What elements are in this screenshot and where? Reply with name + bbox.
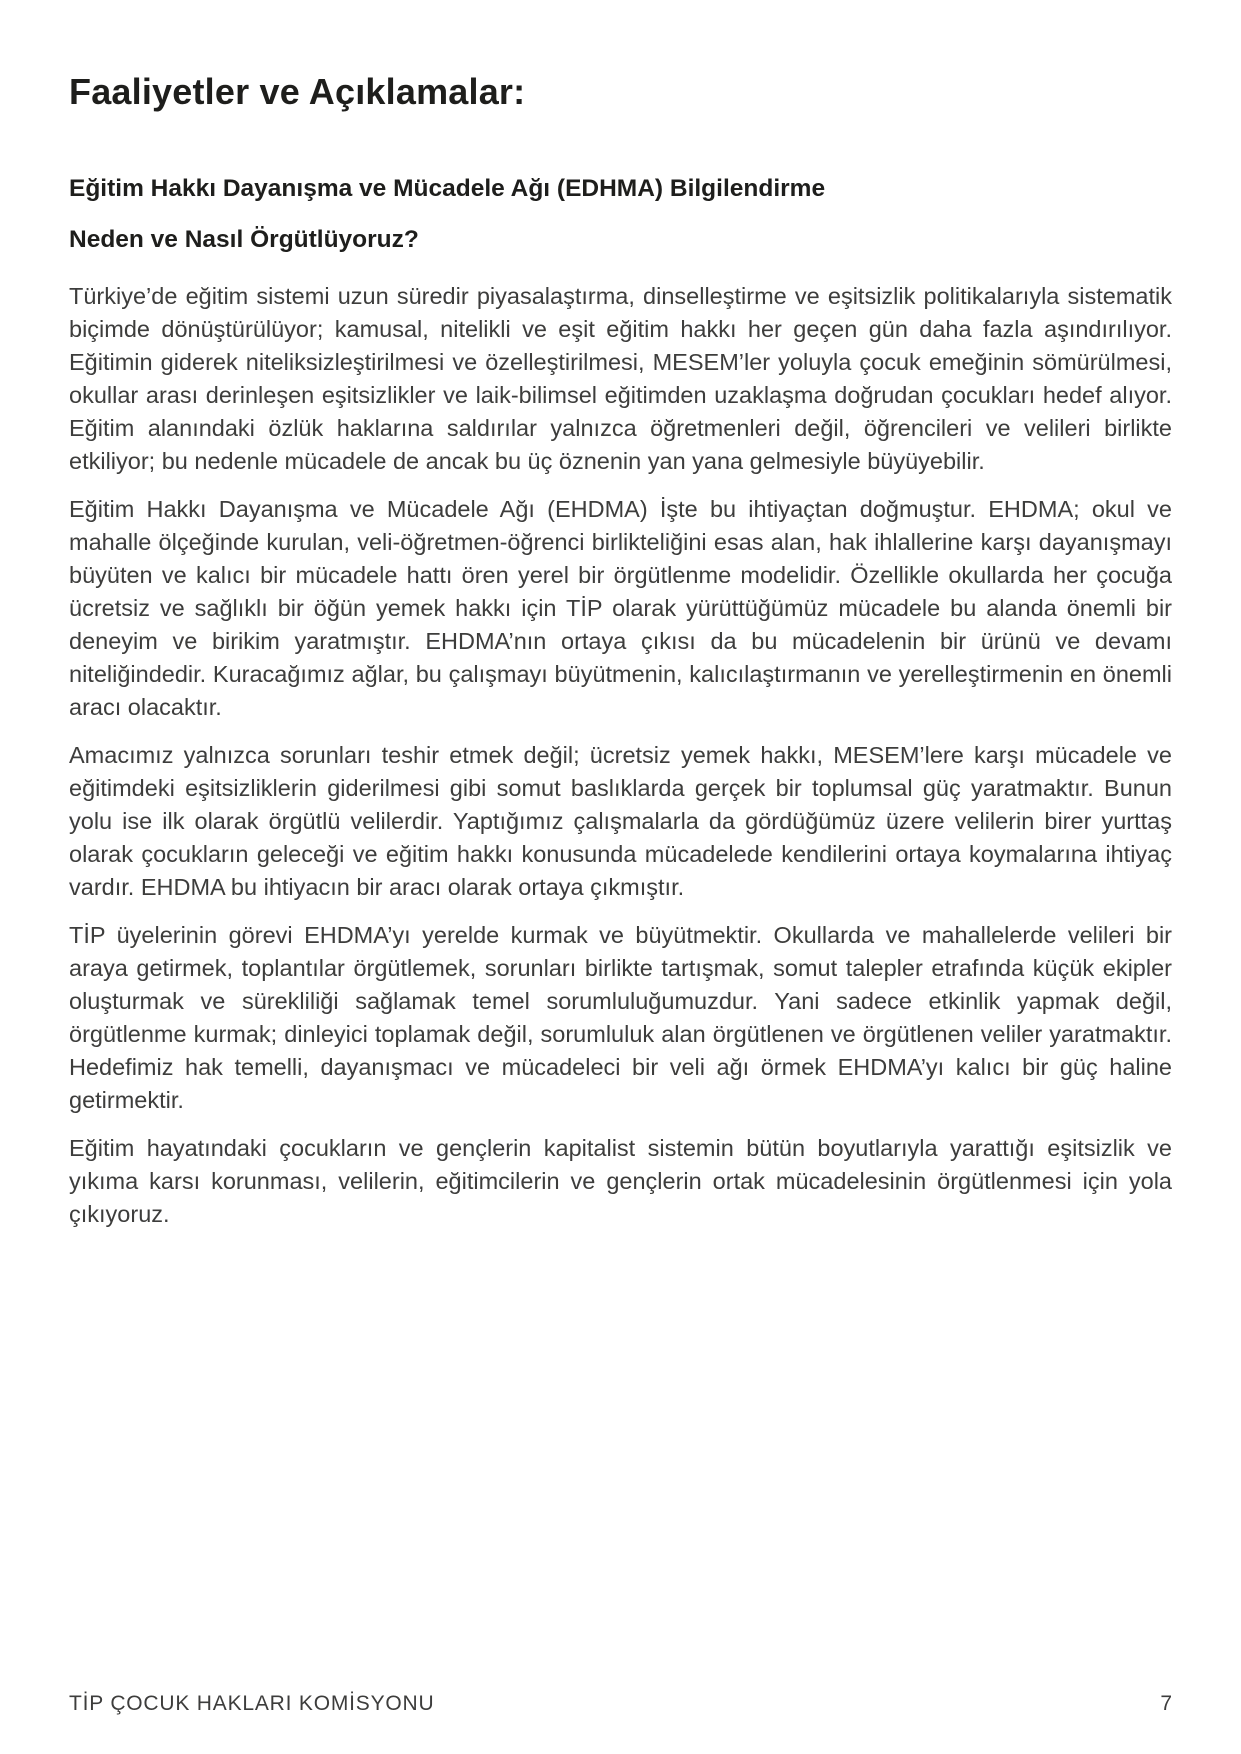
paragraph-3: Amacımız yalnızca sorunları teshir etmek değil; ücretsiz yemek hakkı, MESEM’lere karşı mücadele ve eğitimdeki eşitsizliklerin giderilmesi gibi somut baslıklarda gerçek bir toplumsal güç yaratmaktır. Bunun yolu ise ilk olarak örgütlü velilerdir. Yaptığımız çalışmalarla da gördüğümüz üzere velilerin birer yurttaş olarak çocukların geleceği ve eğitim hakkı konusunda mücadelede kendilerini ortaya koymalarına ihtiyaç vardır. EHDMA bu ihtiyacın bir aracı olarak ortaya çıkmıştır. — [69, 742, 1172, 901]
footer-organization-label: TİP ÇOCUK HAKLARI KOMİSYONU — [69, 1692, 435, 1715]
paragraph-5: Eğitim hayatındaki çocukların ve gençlerin kapitalist sistemin bütün boyutlarıyla yarattığı eşitsizlik ve yıkıma karsı korunması, velilerin, eğitimcilerin ve gençlerin ortak mücadelesinin örgütlenmesi için yola çıkıyoruz. — [69, 1135, 1172, 1228]
section-headings — [69, 174, 1172, 255]
section-heading-line-2: Neden ve Nasıl Örgütlüyoruz? — [69, 225, 419, 253]
paragraph-4: TİP üyelerinin görevi EHDMA’yı yerelde kurmak ve büyütmektir. Okullarda ve mahallelerde velileri bir araya getirmek, toplantılar örgütlemek, sorunları birlikte tartışmak, somut talepler etrafında küçük ekipler oluşturmak ve sürekliliği sağlamak temel sorumluluğumuzdur. Yani sadece etkinlik yapmak değil, örgütlenme kurmak; dinleyici toplamak değil, sorumluluk alan örgütlenen ve örgütlenen veliler yaratmaktır. Hedefimiz hak temelli, dayanışmacı ve mücadeleci bir veli ağı örmek EHDMA’yı kalıcı bir güç haline getirmektir. — [69, 922, 1172, 1114]
paragraph-2: Eğitim Hakkı Dayanışma ve Mücadele Ağı (EHDMA) İşte bu ihtiyaçtan doğmuştur. EHDMA; okul ve mahalle ölçeğinde kurulan, veli-öğretmen-öğrenci birlikteliğini esas alan, hak ihlallerine karşı dayanışmayı büyüten ve kalıcı bir mücadele hattı ören yerel bir örgütlenme modelidir. Özellikle okullarda her çocuğa ücretsiz ve sağlıklı bir öğün yemek hakkı için TİP olarak yürüttüğümüz mücadele bu alanda önemli bir deneyim ve birikim yaratmıştır. EHDMA’nın ortaya çıkısı da bu mücadelenin bir ürünü ve devamı niteliğindedir. Kuracağımız ağlar, bu çalışmayı büyütmenin, kalıcılaştırmanın ve yerelleştirmenin en önemli aracı olacaktır. — [69, 496, 1172, 721]
footer-page-number: 7 — [1160, 1692, 1172, 1715]
page-title: Faaliyetler ve Açıklamalar: — [69, 71, 526, 112]
page-footer — [69, 1692, 1172, 1716]
paragraph-1: Türkiye’de eğitim sistemi uzun süredir piyasalaştırma, dinselleştirme ve eşitsizlik politikalarıyla sistematik biçimde dönüştürülüyor; kamusal, nitelikli ve eşit eğitim hakkı her geçen gün daha fazla aşındırılıyor. Eğitimin giderek niteliksizleştirilmesi ve özelleştirilmesi, MESEM’ler yoluyla çocuk emeğinin sömürülmesi, okullar arası derinleşen eşitsizlikler ve laik-bilimsel eğitimden uzaklaşma doğrudan çocukları hedef alıyor. Eğitim alanındaki özlük haklarına saldırılar yalnızca öğretmenleri değil, öğrencileri ve velileri birlikte etkiliyor; bu nedenle mücadele de ancak bu üç öznenin yan yana gelmesiyle büyüyebilir. — [69, 283, 1172, 475]
section-heading-line-1: Eğitim Hakkı Dayanışma ve Mücadele Ağı (EDHMA) Bilgilendirme — [69, 174, 826, 202]
body-copy — [69, 280, 1172, 1231]
